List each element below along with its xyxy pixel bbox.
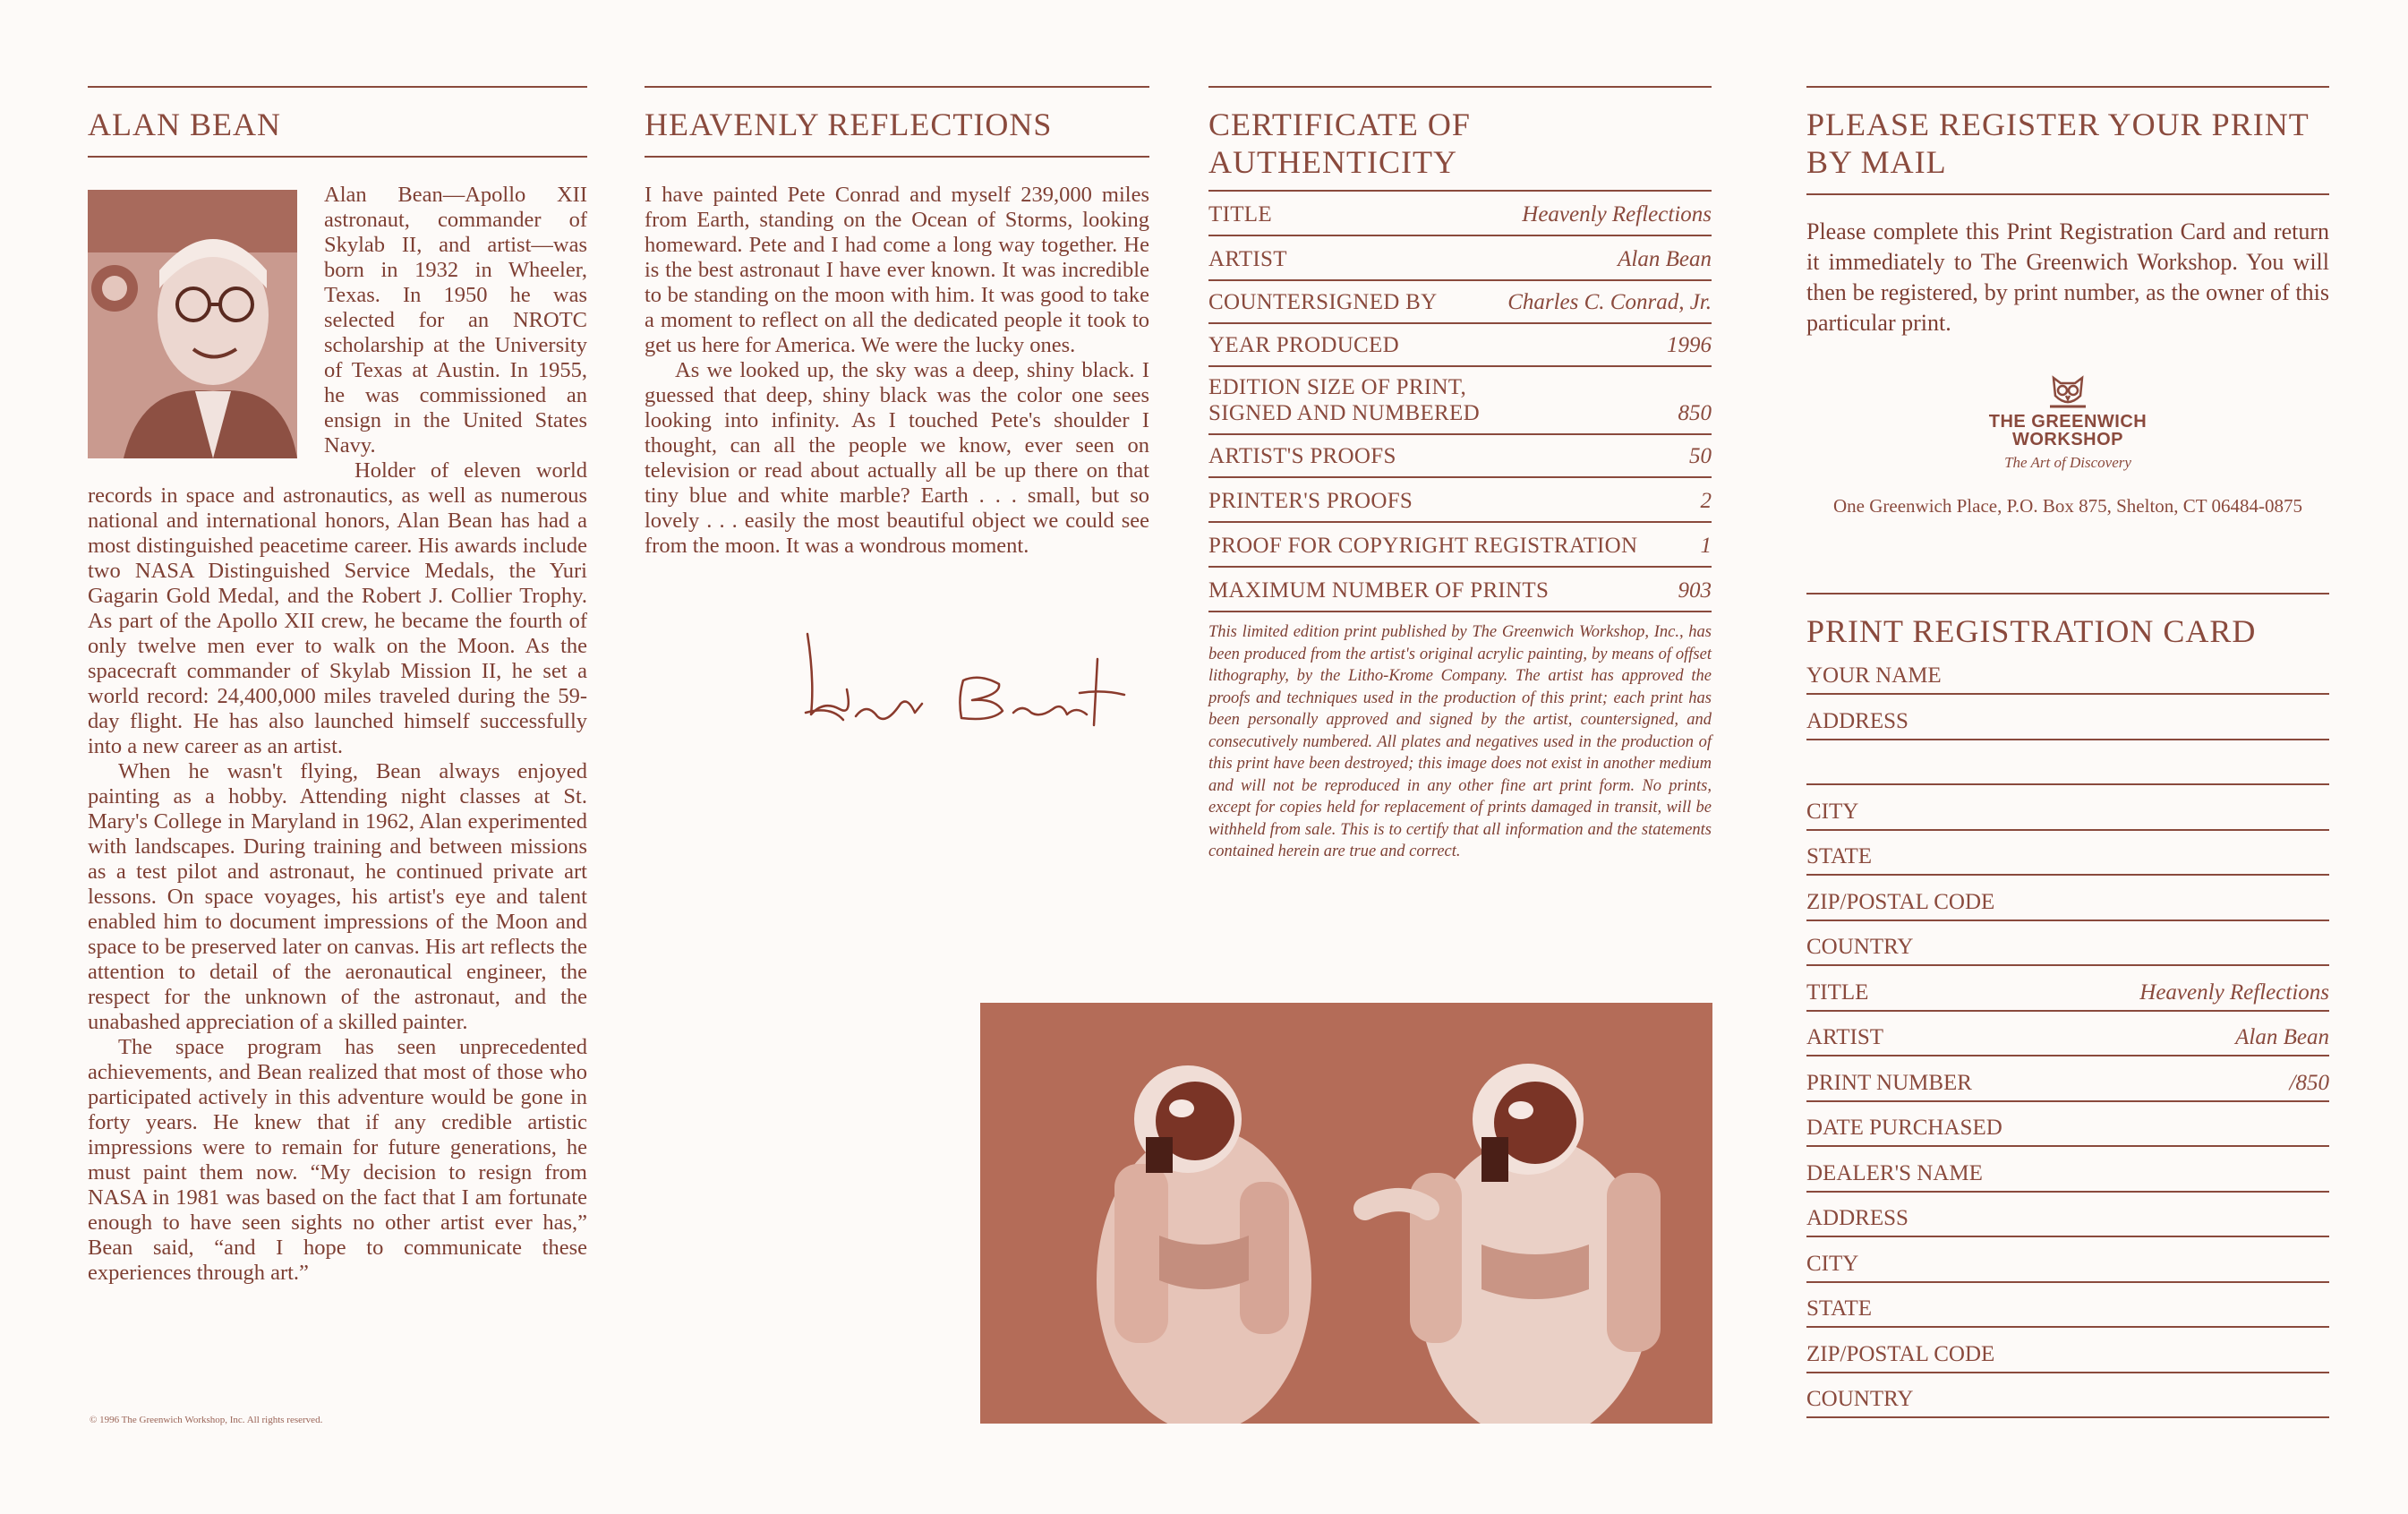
cert-value: Alan Bean bbox=[1618, 247, 1712, 271]
cert-row-edition bbox=[1208, 367, 1712, 435]
registration-column bbox=[1806, 86, 2329, 1418]
form-field-value[interactable]: Heavenly Reflections bbox=[2139, 979, 2329, 1005]
artist-signature-icon bbox=[788, 627, 1146, 743]
form-field-label: TITLE bbox=[1806, 979, 1869, 1005]
form-field-row[interactable] bbox=[1806, 1147, 2329, 1193]
form-field-row[interactable] bbox=[1806, 1102, 2329, 1148]
copyright-notice: © 1996 The Greenwich Workshop, Inc. All rights reserved. bbox=[90, 1415, 323, 1425]
form-field-value[interactable]: Alan Bean bbox=[2235, 1025, 2329, 1049]
form-field-label: ZIP/POSTAL CODE bbox=[1806, 889, 1995, 914]
form-field-label: ARTIST bbox=[1806, 1025, 1883, 1049]
cert-label: COUNTERSIGNED BY bbox=[1208, 290, 1438, 314]
print-registration-card bbox=[1806, 593, 2329, 1418]
form-field-label: ZIP/POSTAL CODE bbox=[1806, 1341, 1995, 1366]
form-field-row[interactable] bbox=[1806, 695, 2329, 740]
bio-column bbox=[88, 86, 587, 1286]
form-field-row[interactable] bbox=[1806, 1328, 2329, 1373]
form-field-value[interactable]: /850 bbox=[2289, 1070, 2329, 1095]
form-field-row[interactable] bbox=[1806, 831, 2329, 877]
cert-row-year bbox=[1208, 324, 1712, 367]
form-field-row[interactable] bbox=[1806, 740, 2329, 786]
form-field-label: ADDRESS bbox=[1806, 708, 1908, 733]
form-field-row[interactable] bbox=[1806, 659, 2329, 695]
bio-paragraph: Alan Bean—Apollo XII astronaut, commander of Skylab II, and artist—was born in 1932 in Wheeler, Texas. In 1950 he was selected for an NROTC scholarship at the University of Texas at Austin. In 1955, he was commissioned an ensign in the United States Navy. bbox=[324, 183, 587, 458]
story-paragraph: I have painted Pete Conrad and myself 239,000 miles from Earth, standing on the Ocean of Storms, looking homeward. Pete and I had come a long way together. He is the best astronaut I have ever known. It was incredible to be standing on the moon with him. It was good to take a moment to reflect on all the dedicated people it took to get us here for America. We were the lucky ones. bbox=[645, 183, 1149, 357]
certificate-statement: This limited edition print published by The Greenwich Workshop, Inc., has been produced from the artist's original acrylic painting, by means of offset lithography, by the Litho-Krome Company. The artist has approved the proofs and techniques used in the production of this print; each print has been personally approved and signed by the artist, countersigned, and consecutively numbered. All plates and negatives used in the production of this print have been destroyed; this image does not exist in another medium and will not be reproduced in any other fine art print form. No prints, except for copies held for replacement of prints damaged in transit, will be withheld from sale. This is to certify that all information and the statements contained herein are true and correct. bbox=[1208, 623, 1712, 860]
portrait-photo bbox=[88, 190, 297, 458]
form-field-row[interactable] bbox=[1806, 785, 2329, 831]
form-field-row[interactable] bbox=[1806, 921, 2329, 967]
bio-paragraph: When he wasn't flying, Bean always enjoyed painting as a hobby. Attending night classes at St. Mary's College in Maryland in 1962, Alan experimented with landscapes. During training and between missions as a test pilot and astronaut, he continued private art lessons. On space voyages, his artist's eye and talent enabled him to document impressions of the Moon and space to be preserved later on canvas. His art reflects the attention to detail of the aeronautical engineer, the respect for the unknown of the astronaut, and the unabashed appreciation of a skilled painter. bbox=[88, 759, 587, 1034]
form-field-label: STATE bbox=[1806, 844, 1872, 868]
cert-label: ARTIST'S PROOFS bbox=[1208, 444, 1396, 468]
astronauts-artwork-icon bbox=[980, 1003, 1712, 1424]
cert-label: PRINTER'S PROOFS bbox=[1208, 489, 1413, 513]
certificate-column bbox=[1208, 86, 1712, 863]
form-field-row[interactable] bbox=[1806, 1193, 2329, 1238]
bio-paragraph: The space program has seen unprecedented achievements, and Bean realized that most of those who participated actively in this adventure would be gone in forty years. He knew that if any credible artistic impressions were to remain for future generations, he must paint them now. “My decision to resign from NASA in 1981 was based on the fact that I am fortunate enough to have seen sights no other artist ever has,” Bean said, “and I hope to communicate these experiences through art.” bbox=[88, 1035, 587, 1285]
cert-value: Heavenly Reflections bbox=[1522, 202, 1712, 227]
logo-tagline: The Art of Discovery bbox=[2004, 454, 2131, 471]
form-field-row[interactable] bbox=[1806, 876, 2329, 921]
registration-instructions: Please complete this Print Registration Card and return it immediately to The Greenwich Workshop. You will then be registered, by print number, as the owner of this particular print. bbox=[1806, 218, 2329, 336]
story-heading: HEAVENLY REFLECTIONS bbox=[645, 88, 1149, 158]
form-field-row[interactable] bbox=[1806, 966, 2329, 1012]
cert-row-title bbox=[1208, 192, 1712, 236]
form-field-label: CITY bbox=[1806, 1251, 1859, 1276]
story-paragraph: As we looked up, the sky was a deep, shiny black. I guessed that deep, shiny black was the color one sees looking into infinity. As I touched Pete's shoulder I thought, can all the people we know, ever seen on television or read about actually all be up there on that tiny blue and white marble? Earth . . . small, but so lovely . . . easily the most beautiful object we could see from the moon. It was a wondrous moment. bbox=[645, 358, 1149, 558]
greenwich-workshop-logo bbox=[1806, 372, 2329, 472]
cert-value: 850 bbox=[1678, 401, 1712, 425]
certificate-heading: CERTIFICATE OF AUTHENTICITY bbox=[1208, 88, 1712, 192]
logo-wordmark bbox=[1806, 413, 2329, 449]
form-field-label: PRINT NUMBER bbox=[1806, 1070, 1972, 1095]
cert-value: 903 bbox=[1678, 578, 1712, 603]
cert-label: YEAR PRODUCED bbox=[1208, 333, 1399, 357]
story-column bbox=[645, 86, 1149, 559]
form-field-label: DEALER'S NAME bbox=[1806, 1160, 1983, 1185]
cert-label: PROOF FOR COPYRIGHT REGISTRATION bbox=[1208, 534, 1638, 558]
cert-label: TITLE bbox=[1208, 202, 1272, 227]
cert-value: Charles C. Conrad, Jr. bbox=[1507, 290, 1712, 314]
form-field-label: YOUR NAME bbox=[1806, 663, 1942, 688]
owl-logo-icon bbox=[2048, 372, 2088, 408]
form-field-row[interactable] bbox=[1806, 1012, 2329, 1057]
cert-row-max-prints bbox=[1208, 568, 1712, 612]
bio-paragraph: Holder of eleven world records in space and astronautics, as well as numerous national and international honors, Alan Bean has had a most distinguished peacetime career. His awards include two NASA Distinguished Service Medals, the Yuri Gagarin Gold Medal, and the Robert J. Collier Trophy. As part of the Apollo XII crew, he became the fourth of only twelve men ever to walk on the Moon. As the spacecraft commander of Skylab Mission II, he set a world record: 24,400,000 miles traveled during the 59-day flight. He has also launched himself successfully into a new career as an artist. bbox=[88, 458, 587, 758]
cert-label: ARTIST bbox=[1208, 247, 1287, 271]
bio-heading: ALAN BEAN bbox=[88, 88, 587, 158]
form-field-label: CITY bbox=[1806, 799, 1859, 824]
portrait-image-icon bbox=[88, 190, 297, 458]
cert-label: EDITION SIZE OF PRINT, bbox=[1208, 375, 1467, 399]
cert-label: MAXIMUM NUMBER OF PRINTS bbox=[1208, 578, 1550, 603]
card-heading: PRINT REGISTRATION CARD bbox=[1806, 613, 2257, 649]
card-fields bbox=[1806, 659, 2329, 1418]
form-field-row[interactable] bbox=[1806, 1283, 2329, 1329]
cert-value: 1 bbox=[1700, 534, 1712, 558]
form-field-label: COUNTRY bbox=[1806, 935, 1914, 959]
form-field-row[interactable] bbox=[1806, 1056, 2329, 1102]
form-field-row[interactable] bbox=[1806, 1237, 2329, 1283]
logo-line: THE GREENWICH bbox=[1988, 412, 2148, 432]
cert-value: 1996 bbox=[1667, 333, 1712, 357]
registration-heading: PLEASE REGISTER YOUR PRINT BY MAIL bbox=[1806, 88, 2329, 195]
cert-row-printer-proofs bbox=[1208, 478, 1712, 523]
form-field-label: COUNTRY bbox=[1806, 1387, 1914, 1411]
story-text bbox=[645, 158, 1149, 559]
form-field-label: STATE bbox=[1806, 1296, 1872, 1321]
cert-row-countersigned bbox=[1208, 281, 1712, 324]
form-field-label: DATE PURCHASED bbox=[1806, 1116, 2002, 1140]
cert-value: 50 bbox=[1689, 444, 1712, 468]
cert-row-copyright-proof bbox=[1208, 523, 1712, 568]
bio-text bbox=[88, 158, 587, 1286]
form-field-row[interactable] bbox=[1806, 1373, 2329, 1419]
cert-value: 2 bbox=[1700, 489, 1712, 513]
logo-line: WORKSHOP bbox=[2012, 430, 2123, 449]
artwork-image bbox=[980, 1003, 1712, 1424]
mailing-address: One Greenwich Place, P.O. Box 875, Shelton, CT 06484-0875 bbox=[1833, 495, 2302, 517]
cert-label: SIGNED AND NUMBERED bbox=[1208, 401, 1480, 425]
cert-row-artist bbox=[1208, 236, 1712, 281]
cert-label-edition bbox=[1208, 374, 1480, 426]
cert-row-artist-proofs bbox=[1208, 435, 1712, 478]
form-field-label: ADDRESS bbox=[1806, 1206, 1908, 1230]
